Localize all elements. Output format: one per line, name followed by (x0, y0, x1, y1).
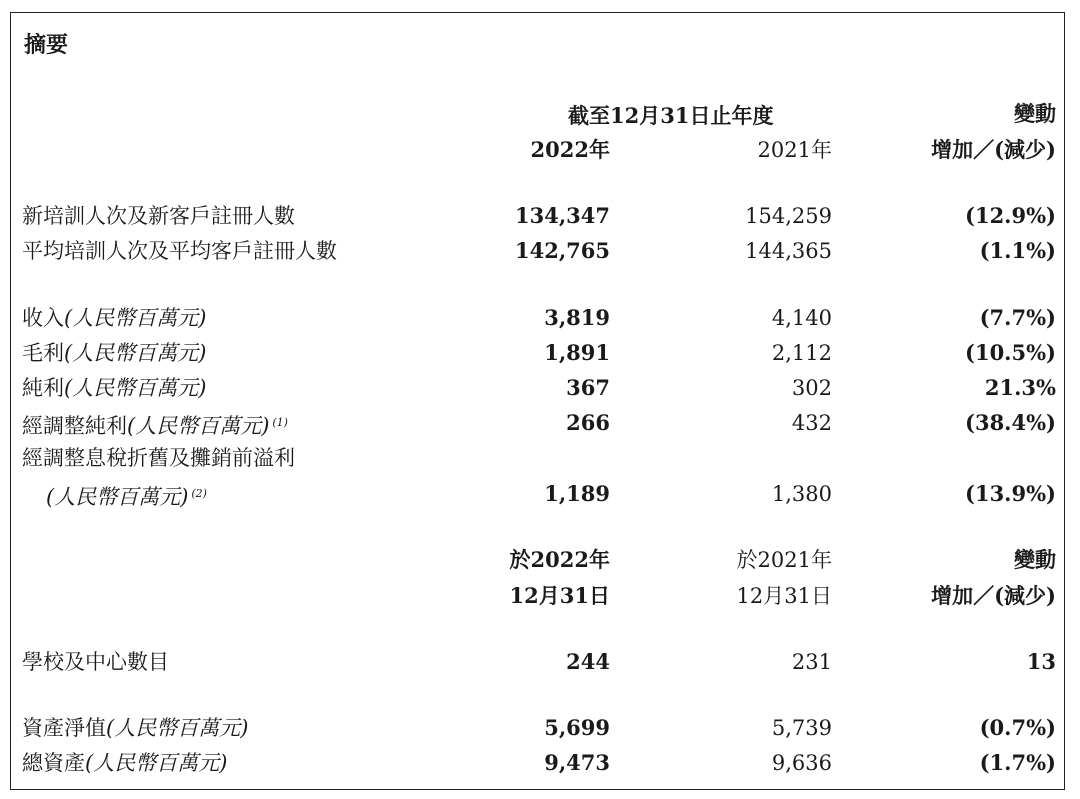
row-value-2022: 9,473 (544, 750, 610, 775)
row-change: (10.5%) (965, 340, 1056, 365)
row-label: 資產淨值(人民幣百萬元) (22, 716, 249, 740)
row-change: 13 (1026, 649, 1056, 674)
row-value-2022: 142,765 (515, 238, 610, 263)
row-label: 經調整純利(人民幣百萬元) $^{(1)}$ (22, 414, 288, 438)
row-value-2022: 244 (566, 649, 610, 674)
change-header: 變動 (1014, 547, 1056, 572)
page-title: 摘要 (24, 32, 69, 58)
col-2022-header: 2022年 (530, 137, 610, 162)
row-label: 經調整息稅折舊及攤銷前溢利 (22, 446, 295, 470)
row-change: (0.7%) (979, 715, 1056, 740)
row-change: (38.4%) (965, 410, 1056, 435)
row-value-2021: 231 (791, 650, 832, 674)
row-label: 平均培訓人次及平均客戶註冊人數 (22, 239, 337, 263)
row-value-2021: 432 (791, 411, 832, 435)
row-value-2022: 1,189 (544, 481, 610, 506)
row-value-2021: 1,380 (771, 482, 832, 506)
row-change: (7.7%) (979, 305, 1056, 330)
change-sub-header: 增加／(減少) (931, 583, 1056, 608)
row-change: (13.9%) (965, 481, 1056, 506)
col-2022-header: 於2022年 (509, 547, 610, 572)
row-value-2022: 5,699 (544, 715, 610, 740)
row-change: (1.1%) (979, 238, 1056, 263)
row-value-2022: 3,819 (544, 305, 610, 330)
col-2021-header: 2021年 (757, 138, 832, 162)
change-sub-header: 增加／(減少) (931, 137, 1056, 162)
row-value-2021: 5,739 (771, 716, 832, 740)
row-value-2021: 302 (791, 376, 832, 400)
row-value-2021: 2,112 (771, 341, 832, 365)
row-label: 新培訓人次及新客戶註冊人數 (22, 204, 295, 228)
col-2021-date: 12月31日 (736, 584, 832, 608)
row-label: 學校及中心數目 (22, 650, 169, 674)
row-label: 毛利(人民幣百萬元) (22, 341, 207, 365)
row-value-2022: 367 (566, 375, 610, 400)
row-change: (12.9%) (965, 203, 1056, 228)
footnote-ref: (2) (191, 487, 207, 500)
row-value-2021: 9,636 (771, 751, 832, 775)
col-2022-date: 12月31日 (509, 583, 610, 608)
row-change: (1.7%) (979, 750, 1056, 775)
row-label: 收入(人民幣百萬元) (22, 306, 207, 330)
change-header: 變動 (1014, 101, 1056, 126)
col-2021-header: 於2021年 (736, 548, 832, 572)
row-value-2021: 4,140 (771, 306, 832, 330)
row-value-2022: 134,347 (515, 203, 610, 228)
row-label: 總資產(人民幣百萬元) (22, 751, 228, 775)
row-value-2022: 266 (566, 410, 610, 435)
period-header: 截至12月31日止年度 (568, 103, 774, 128)
row-value-2021: 144,365 (745, 239, 832, 263)
row-label-unit: (人民幣百萬元) $^{(2)}$ (46, 485, 207, 509)
row-value-2022: 1,891 (544, 340, 610, 365)
footnote-ref: (1) (272, 416, 288, 429)
row-change: 21.3% (984, 375, 1056, 400)
row-value-2021: 154,259 (745, 204, 832, 228)
row-label: 純利(人民幣百萬元) (22, 376, 207, 400)
